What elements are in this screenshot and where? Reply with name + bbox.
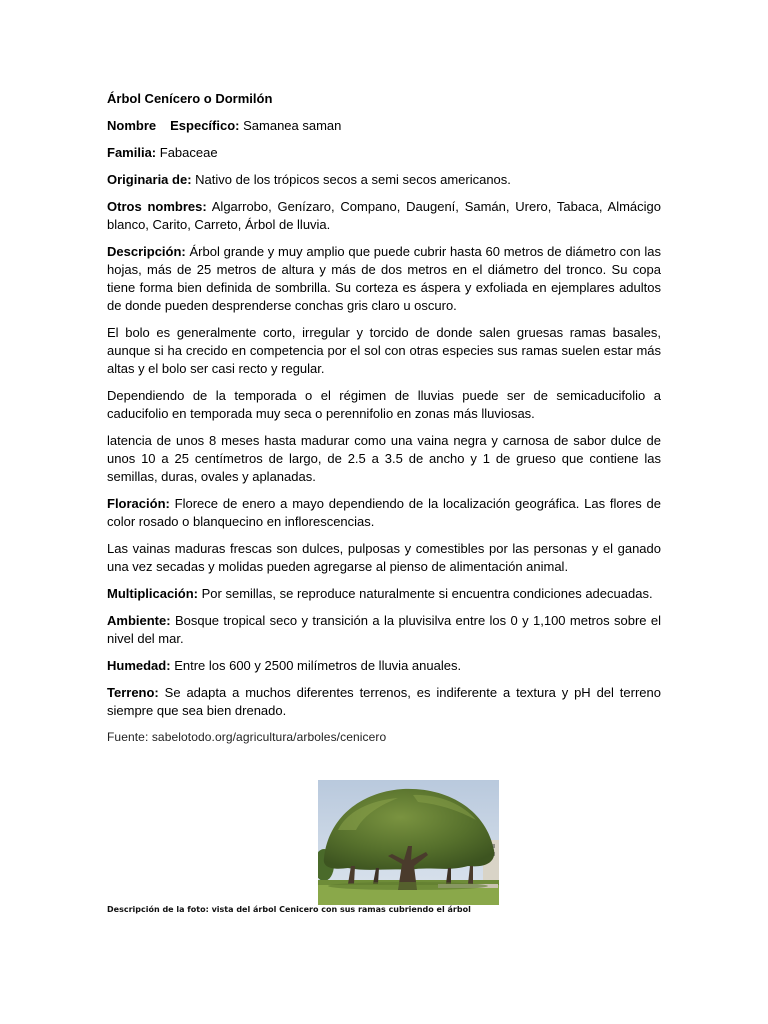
nombre-label: Nombre — [107, 118, 157, 133]
especifico-label: Específico: — [170, 118, 240, 133]
document-body — [107, 90, 661, 745]
originaria-value: Nativo de los trópicos secos a semi secos americanos. — [195, 172, 511, 187]
field-originaria — [107, 171, 661, 189]
paragraph-temporada: Dependiendo de la temporada o el régimen de lluvias puede ser de semicaducifolio a caducifolio en temporada muy seca o perennifolio en zonas más lluviosas. — [107, 388, 661, 421]
familia-label: Familia: — [107, 145, 157, 160]
field-floracion — [107, 495, 661, 531]
floracion-label: Floración: — [107, 496, 170, 511]
humedad-value: Entre los 600 y 2500 milímetros de lluvia anuales. — [174, 658, 462, 673]
terreno-label: Terreno: — [107, 685, 159, 700]
field-multiplicacion — [107, 585, 661, 603]
paragraph-vainas: Las vainas maduras frescas son dulces, pulposas y comestibles por las personas y el ganado una vez secadas y molidas pueden agregarse al pienso de alimentación animal. — [107, 541, 661, 574]
floracion-value: Florece de enero a mayo dependiendo de la localización geográfica. Las flores de color rosado o blanquecino en inflorescencias. — [107, 496, 661, 529]
ambiente-value: Bosque tropical seco y transición a la pluvisilva entre los 0 y 1,100 metros sobre el nivel del mar. — [107, 613, 661, 646]
source-line: Fuente: sabelotodo.org/agricultura/arboles/cenicero — [107, 730, 387, 744]
photo-caption: Descripción de la foto: vista del árbol Cenicero con sus ramas cubriendo el árbol — [107, 905, 471, 914]
terreno-value: Se adapta a muchos diferentes terrenos, es indiferente a textura y pH del terreno siempre que sea bien drenado. — [107, 685, 661, 718]
field-ambiente — [107, 612, 661, 648]
familia-value: Fabaceae — [159, 145, 218, 160]
descripcion-label: Descripción: — [107, 244, 186, 259]
field-descripcion — [107, 243, 661, 315]
field-familia — [107, 144, 661, 162]
field-terreno — [107, 684, 661, 720]
tree-photo — [318, 780, 499, 905]
field-nombre — [107, 117, 661, 135]
otros-label: Otros nombres: — [107, 199, 207, 214]
otros-value: Algarrobo, Genízaro, Compano, Daugení, Samán, Urero, Tabaca, Almácigo blanco, Carito, Carreto, Árbol de lluvia. — [107, 199, 661, 232]
nombre-value: Samanea saman — [243, 118, 342, 133]
humedad-label: Humedad: — [107, 658, 171, 673]
field-humedad — [107, 657, 661, 675]
ambiente-label: Ambiente: — [107, 613, 171, 628]
paragraph-bolo: El bolo es generalmente corto, irregular y torcido de donde salen gruesas ramas basales, aunque si ha crecido en competencia por el sol con otras especies sus ramas suelen estar más altas y el bolo ser casi recto y regular. — [107, 325, 661, 376]
multiplicacion-value: Por semillas, se reproduce naturalmente si encuentra condiciones adecuadas. — [201, 586, 653, 601]
field-otros-nombres — [107, 198, 661, 234]
document-title: Árbol Cenícero o Dormilón — [107, 91, 273, 106]
originaria-label: Originaria de: — [107, 172, 192, 187]
descripcion-value: Árbol grande y muy amplio que puede cubrir hasta 60 metros de diámetro con las hojas, más de 25 metros de altura y más de dos metros en el diámetro del tronco. Su copa tiene forma bien definida de sombrilla. Su corteza es áspera y exfoliada en ejemplares adultos de donde pueden desprenderse conchas gris claro u oscuro. — [107, 244, 661, 313]
multiplicacion-label: Multiplicación: — [107, 586, 198, 601]
paragraph-latencia: latencia de unos 8 meses hasta madurar como una vaina negra y carnosa de sabor dulce de unos 10 a 25 centímetros de largo, de 2.5 a 3.5 de ancho y 1 de grueso que contiene las semillas, duras, ovales y aplanadas. — [107, 433, 661, 484]
